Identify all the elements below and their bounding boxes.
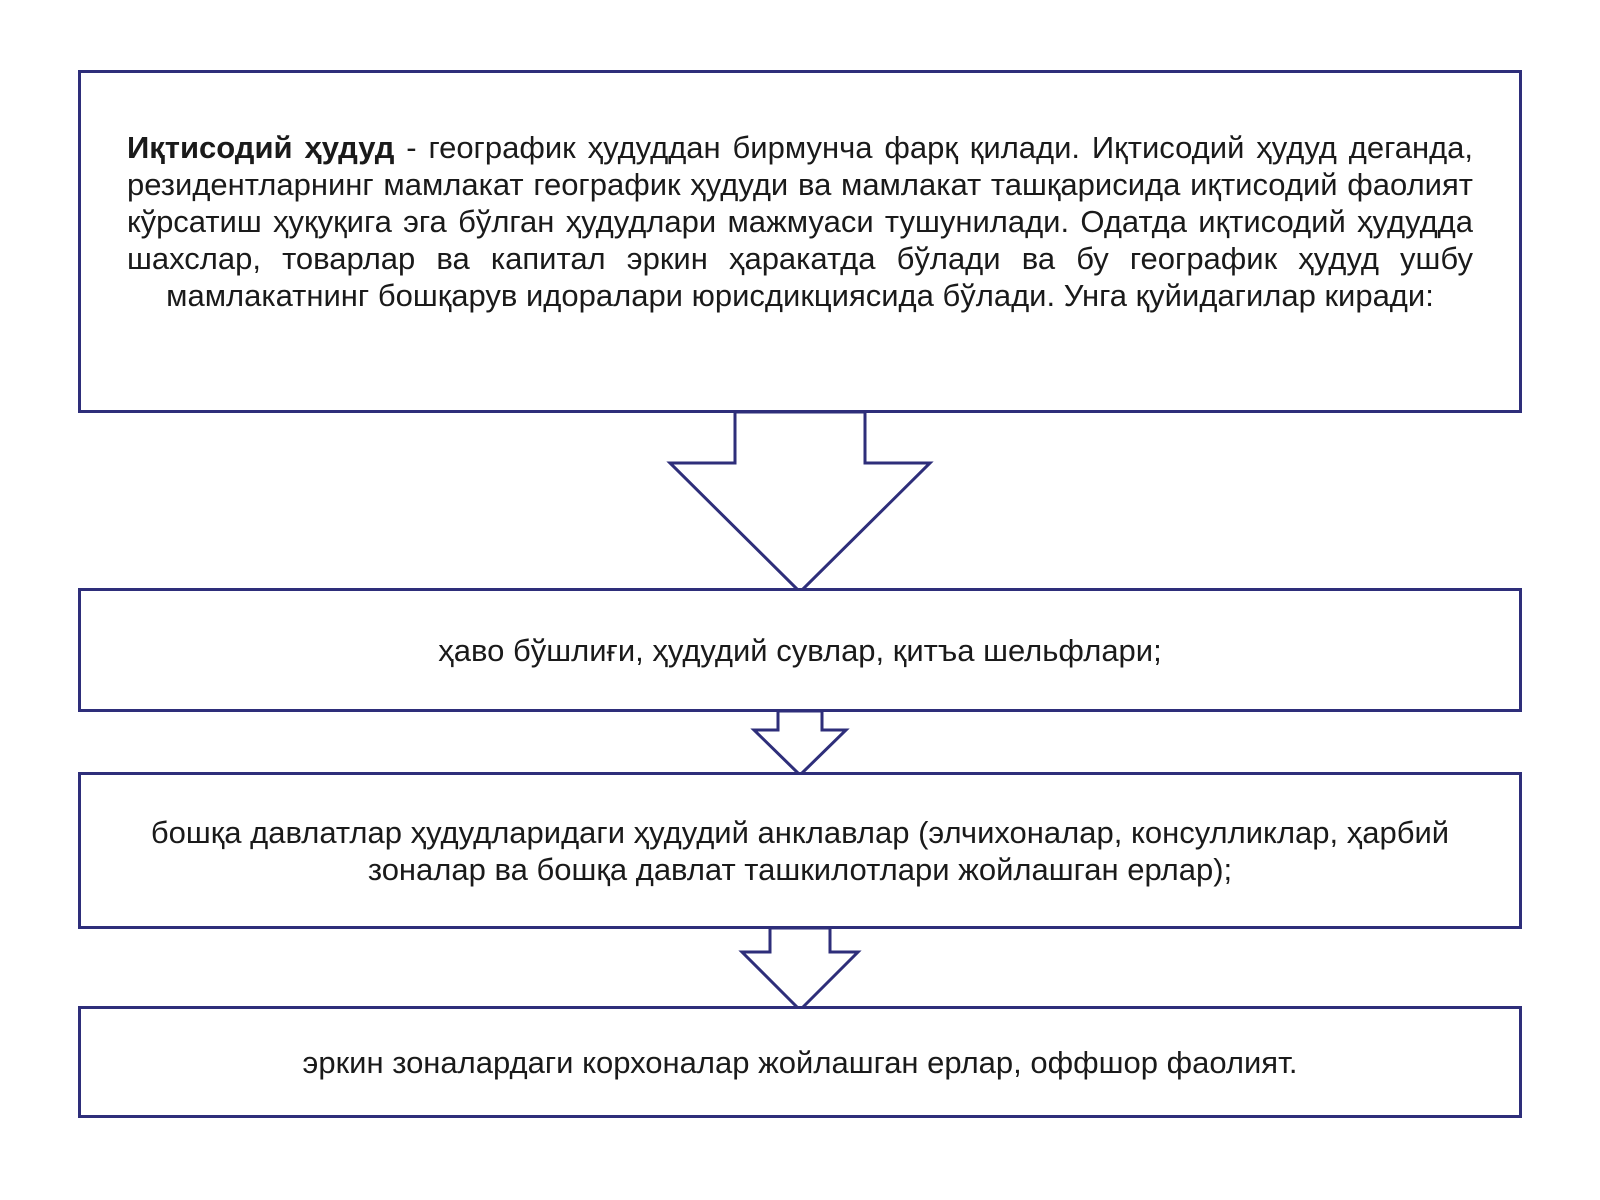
- item-text-enclaves: бошқа давлатлар ҳудудларидаги ҳудудий анклавлар (элчихоналар, консулликлар, ҳарбий зоналар ва бошқа давлат ташкилотлари жойлашган ерлар);: [150, 814, 1450, 887]
- item-box-airspace: [78, 588, 1522, 712]
- definition-body: - географик ҳудуддан бирмунча фарқ қилади. Иқтисодий ҳудуд деганда, резидентларнинг мамлакат географик ҳудуди ва мамлакат ташқарисида иқтисодий фаолият кўрсатиш ҳуқуқига эга бўлган ҳудудлари мажмуаси тушунилади. Одатда иқтисодий ҳудудда шахслар, товарлар ва капитал эркин ҳаракатда бўлади ва бу географик ҳудуд ушбу мамлакатнинг бошқарув идоралари юрисдикциясида бўлади. Унга қуйидагилар киради:: [127, 130, 1474, 313]
- definition-box: [78, 70, 1522, 413]
- down-arrow-3: [742, 928, 858, 1010]
- item-box-free-zones: [78, 1006, 1522, 1118]
- definition-term: Иқтисодий ҳудуд: [127, 130, 395, 165]
- item-text-airspace: ҳаво бўшлиғи, ҳудудий сувлар, қитъа шельфлари;: [438, 632, 1162, 668]
- down-arrow-1: [670, 412, 930, 592]
- definition-text: [127, 129, 1473, 314]
- item-box-enclaves: [78, 772, 1522, 929]
- down-arrow-2: [754, 711, 846, 775]
- item-text-free-zones: эркин зоналардаги корхоналар жойлашган ерлар, оффшор фаолият.: [302, 1044, 1298, 1080]
